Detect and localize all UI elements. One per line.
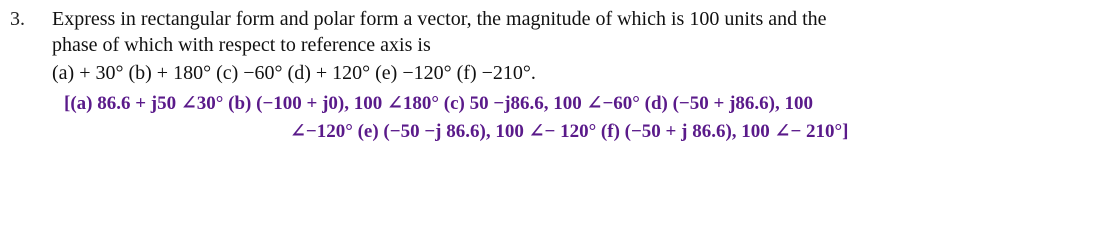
question-text-line-1: Express in rectangular form and polar form a vector, the magnitude of which is 100 units and the (52, 8, 827, 30)
answer-line-1: [(a) 86.6 + j50 ∠30° (b) (−100 + j0), 100 ∠180° (c) 50 −j86.6, 100 ∠−60° (d) (−50 + j86.6), 100 (64, 93, 813, 114)
answer-line-2: ∠−120° (e) (−50 −j 86.6), 100 ∠− 120° (f) (−50 + j 86.6), 100 ∠− 210°] (290, 121, 849, 142)
question-text-line-2: phase of which with respect to reference axis is (52, 34, 431, 56)
question-number: 3. (10, 8, 25, 30)
question-options-line: (a) + 30° (b) + 180° (c) −60° (d) + 120° (e) −120° (f) −210°. (52, 62, 536, 84)
